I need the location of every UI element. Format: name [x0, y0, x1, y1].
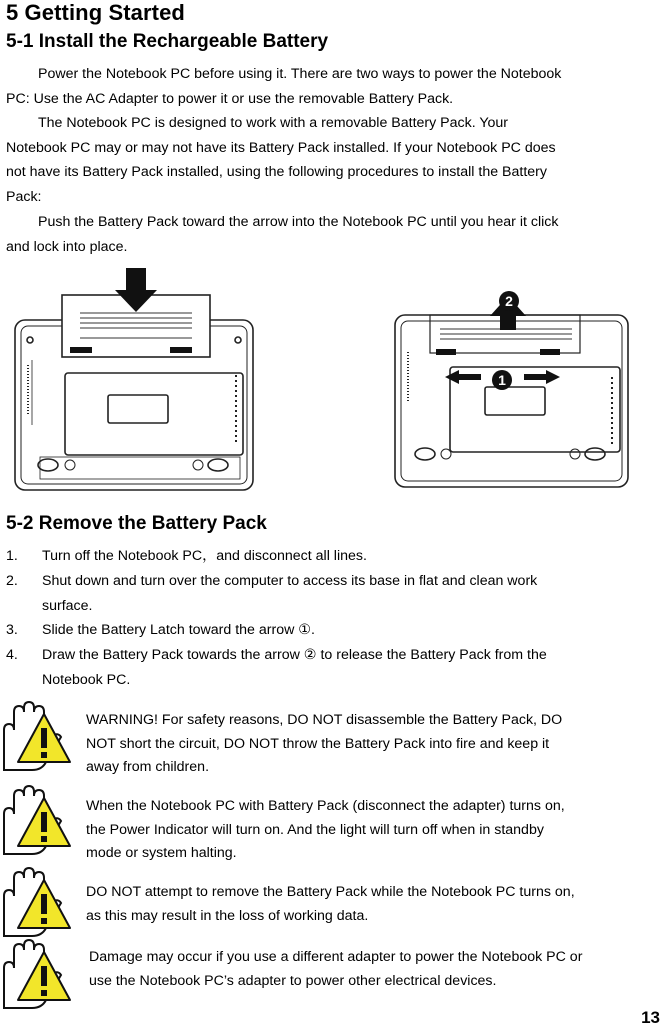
text-line: Notebook PC. [42, 671, 131, 688]
text-line: Pack: [6, 188, 42, 205]
text-line: and lock into place. [6, 238, 128, 255]
text-line: The Notebook PC is designed to work with a removable Battery Pack. Your [38, 115, 509, 131]
marker-2-label: 2 [505, 293, 513, 309]
warning-line: the Power Indicator will turn on. And the light will turn off when in standby [86, 821, 544, 838]
warning-line: away from children. [86, 759, 210, 775]
step-number: 1. [6, 548, 18, 564]
caution-hand-icon [0, 784, 72, 856]
text-line: Turn off the Notebook PC，and disconnect all lines. [42, 548, 367, 564]
remove-heading: 5-2 Remove the Battery Pack [6, 513, 267, 534]
install-paragraph-1 [6, 62, 658, 111]
text-line: PC: Use the AC Adapter to power it or use the removable Battery Pack. [6, 90, 454, 107]
caution-hand-icon [0, 866, 72, 938]
install-paragraph-3 [6, 210, 658, 259]
battery-insert-illustration [10, 265, 260, 495]
warning-line: When the Notebook PC with Battery Pack (disconnect the adapter) turns on, [86, 798, 565, 814]
step-number: 3. [6, 622, 18, 638]
step-number: 2. [6, 573, 18, 589]
install-paragraph-2 [6, 111, 658, 209]
marker-1-label: 1 [498, 372, 506, 388]
battery-remove-illustration [390, 287, 635, 492]
warning-line: WARNING! For safety reasons, DO NOT disassemble the Battery Pack, DO [86, 712, 563, 728]
install-heading: 5-1 Install the Rechargeable Battery [6, 31, 329, 52]
warning-line: DO NOT attempt to remove the Battery Pack while the Notebook PC turns on, [86, 884, 575, 900]
text-line: Notebook PC may or may not have its Battery Pack installed. If your Notebook PC does [6, 139, 556, 156]
text-line: Power the Notebook PC before using it. There are two ways to power the Notebook [38, 66, 562, 82]
section-title: 5 Getting Started [6, 0, 185, 25]
page-number: 13 [641, 1008, 660, 1027]
text-line: Slide the Battery Latch toward the arrow ①. [42, 622, 315, 638]
warning-line: mode or system halting. [86, 845, 237, 861]
text-line: Push the Battery Pack toward the arrow into the Notebook PC until you hear it click [38, 214, 559, 230]
text-line: Shut down and turn over the computer to access its base in flat and clean work [42, 573, 538, 589]
caution-hand-icon [0, 700, 72, 772]
warning-line: Damage may occur if you use a different adapter to power the Notebook PC or [89, 949, 583, 965]
warning-line: NOT short the circuit, DO NOT throw the Battery Pack into fire and keep it [86, 735, 550, 752]
text-line: Draw the Battery Pack towards the arrow ② to release the Battery Pack from the [42, 647, 547, 663]
caution-hand-icon [0, 938, 72, 1010]
text-line: not have its Battery Pack installed, using the following procedures to install the Battery [6, 164, 547, 181]
warning-line: use the Notebook PC’s adapter to power other electrical devices. [89, 972, 497, 989]
warning-line: as this may result in the loss of working data. [86, 907, 369, 924]
text-line: surface. [42, 597, 93, 614]
step-number: 4. [6, 647, 18, 663]
